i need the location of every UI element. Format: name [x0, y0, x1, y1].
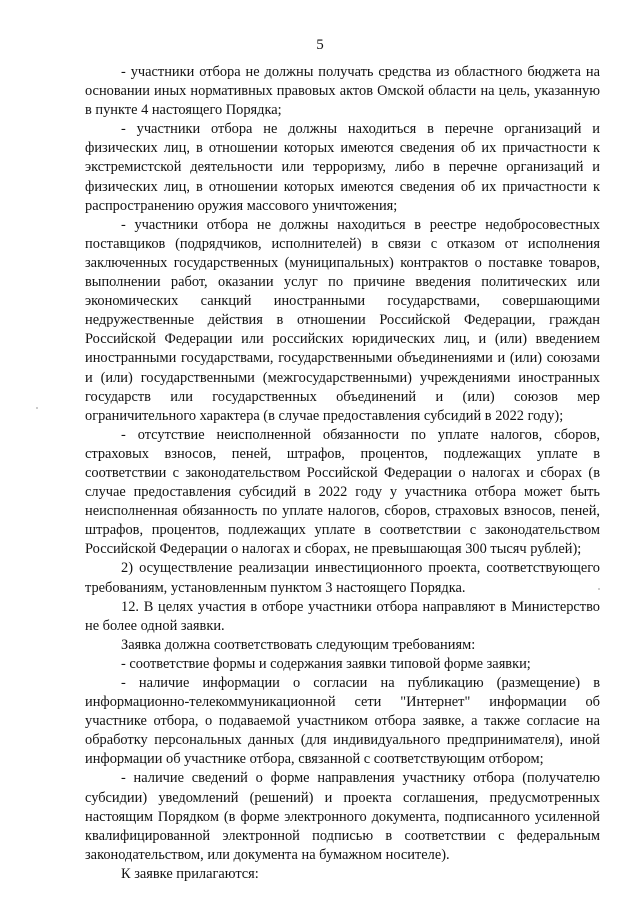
paragraph: - наличие информации о согласии на публикацию (размещение) в информационно-телекоммуникационной сети "Интернет" информации об участнике отбора, о подаваемой участником отбора заявке, а также согласие на обработку персональных данных (для индивидуального предпринимателя), иной информации об участнике отбора, связанной с соответствующим отбором; — [85, 675, 600, 768]
paragraph: - участники отбора не должны находиться в реестре недобросовестных поставщиков (подрядчиков, исполнителей) в связи с отказом от исполнения заключенных государственных (муниципальных) контрактов о поставке товаров, выполнении работ, оказании услуг по причине введения политических или экономических санкций иностранными государствами, совершающими недружественные действия в отношении Российской Федерации, граждан Российской Федерации или российских юридических лиц, и (или) введением иностранными государствами, государственными объединениями и (или) союзами и (или) государственными (межгосударственными) учреждениями иностранных государств или государственных объединений и (или) союзов мер ограничительного характера (в случае предоставления субсидий в 2022 году); — [85, 216, 600, 424]
paragraph: - участники отбора не должны получать средства из областного бюджета на основании иных нормативных правовых актов Омской области на цель, указанную в пункте 4 настоящего Порядка; — [85, 64, 600, 119]
page-number: 5 — [316, 37, 324, 53]
scan-speck — [598, 588, 600, 590]
scan-speck — [36, 407, 38, 409]
paragraph: 12. В целях участия в отборе участники отбора направляют в Министерство не более одной заявки. — [85, 598, 600, 634]
paragraph: - отсутствие неисполненной обязанности по уплате налогов, сборов, страховых взносов, пеней, штрафов, процентов, подлежащих уплате в соответствии с законодательством Российской Федерации о налогах и сборах (в случае предоставления субсидий в 2022 году у участника отбора может быть неисполненная обязанность по уплате налогов, сборов, страховых взносов, пеней, штрафов, процентов, подлежащих уплате в соответствии с законодательством Российской Федерации о налогах и сборах, не превышающая 300 тысяч рублей); — [85, 426, 600, 558]
paragraph: Заявка должна соответствовать следующим требованиям: — [121, 636, 476, 653]
paragraph: 2) осуществление реализации инвестиционного проекта, соответствующего требованиям, установленным пунктом 3 настоящего Порядка. — [85, 560, 600, 596]
document-body — [85, 63, 600, 884]
paragraph: К заявке прилагаются: — [121, 865, 259, 882]
paragraph: - наличие сведений о форме направления участнику отбора (получателю субсидии) уведомлений (решений) и проекта соглашения, предусмотренных настоящим Порядком (в форме электронного документа, подписанного усиленной квалифицированной электронной подписью в соответствии с федеральным законодательством, или документа на бумажном носителе). — [85, 770, 600, 863]
paragraph: - соответствие формы и содержания заявки типовой форме заявки; — [121, 655, 531, 672]
paragraph: - участники отбора не должны находиться в перечне организаций и физических лиц, в отношении которых имеются сведения об их причастности к экстремистской деятельности или терроризму, либо в перечне организаций и физических лиц, в отношении которых имеются сведения об их причастности к распространению оружия массового уничтожения; — [85, 121, 600, 214]
